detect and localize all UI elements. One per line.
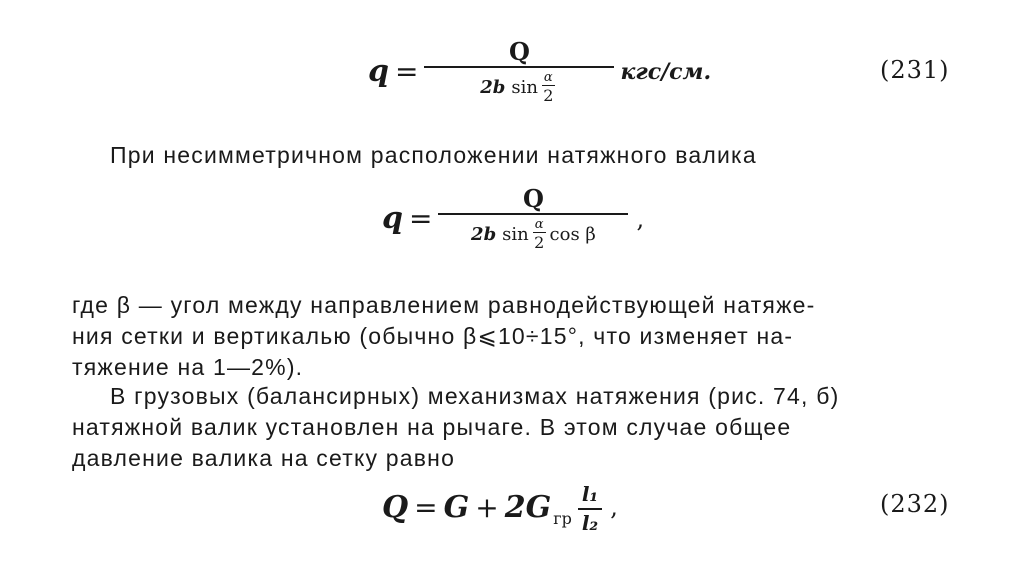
fraction-denominator	[471, 215, 596, 252]
lever-ratio-fraction	[578, 480, 602, 534]
paragraph-line: где β — угол между направлением равнодействующей натяже-	[72, 292, 816, 318]
equation-comma: ,	[610, 493, 618, 521]
equals-sign: =	[408, 202, 433, 235]
paragraph-asymmetric	[110, 140, 757, 171]
denominator-coefficient: 2b	[471, 223, 497, 245]
weight-2g: 2G	[504, 489, 552, 525]
subscript-gr: гр	[553, 509, 572, 528]
denominator-coefficient: 2b	[480, 76, 506, 98]
units-label: кгс/см.	[620, 58, 712, 85]
equals-sign: =	[414, 490, 438, 524]
paragraph-line: натяжной валик установлен на рычаге. В этом случае общее	[72, 414, 792, 440]
paragraph-line: тяжение на 1—2%).	[72, 354, 304, 380]
sine-function: sin	[511, 76, 538, 98]
paragraph-line: В грузовых (балансирных) механизмах натяжения (рис. 74, б)	[110, 383, 840, 409]
alpha-over-two	[542, 70, 555, 105]
alpha-symbol: α	[543, 70, 553, 85]
weight-g: G	[443, 489, 470, 525]
lever-l1: l₁	[581, 482, 599, 506]
equation-number-231: (231)	[880, 56, 950, 84]
equation-lhs: q	[368, 54, 389, 89]
equation-lhs: q	[382, 201, 403, 236]
equation-number-232: (232)	[880, 490, 950, 518]
paragraph-line: ния сетки и вертикалью (обычно β⩽10÷15°, что изменяет на-	[72, 323, 794, 349]
plus-sign: +	[475, 490, 499, 524]
alpha-over-two	[533, 217, 546, 252]
alpha-symbol: α	[534, 217, 544, 232]
sine-function: sin	[502, 223, 529, 245]
two-digit: 2	[543, 86, 554, 105]
equation-lhs: Q	[382, 489, 409, 525]
paragraph-line: При несимметричном расположении натяжного валика	[110, 142, 757, 168]
paragraph-line: давление валика на сетку равно	[72, 445, 456, 471]
fraction-numerator: Q	[509, 37, 530, 66]
fraction-denominator	[480, 68, 559, 105]
equals-sign: =	[394, 55, 419, 88]
fraction-numerator: Q	[523, 184, 544, 213]
paragraph-beta-definition	[72, 290, 816, 383]
cosine-beta: cos β	[549, 223, 596, 245]
two-digit: 2	[534, 233, 545, 252]
equation-asymmetric	[382, 185, 644, 252]
equation-comma: ,	[636, 204, 645, 233]
equation-231	[368, 38, 711, 105]
main-fraction	[424, 38, 614, 105]
lever-l2: l₂	[581, 511, 599, 535]
paragraph-weight-mechanism	[72, 381, 839, 474]
equation-232	[382, 480, 618, 534]
main-fraction	[438, 185, 628, 252]
